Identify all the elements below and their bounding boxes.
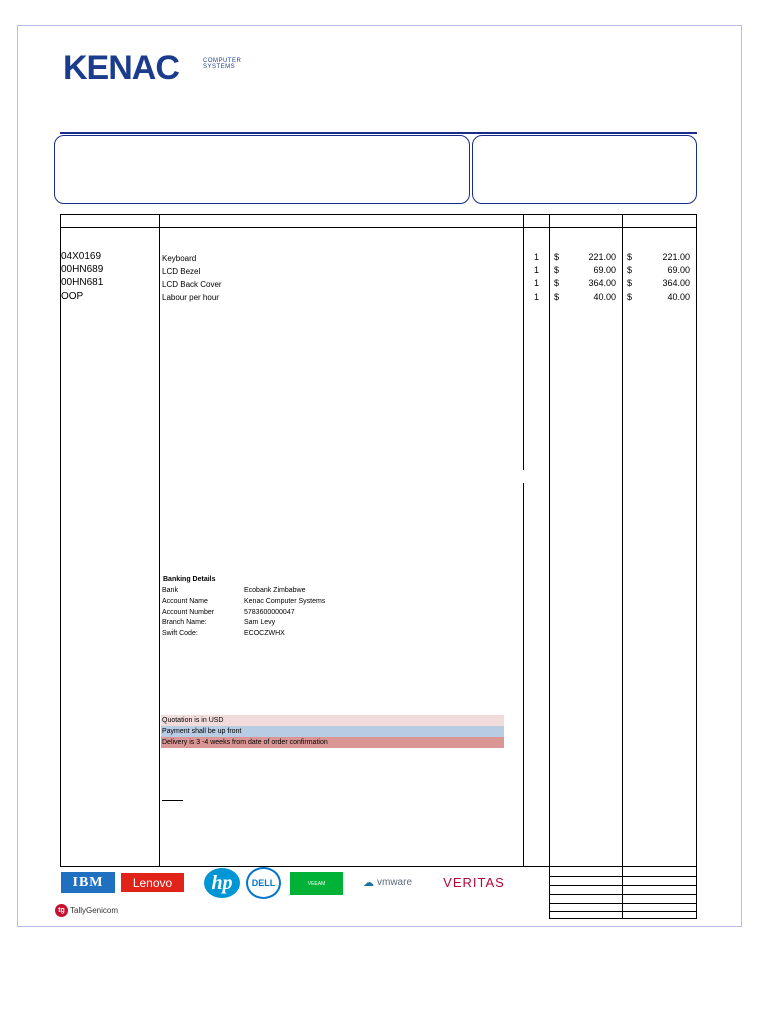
totals-rule-3 [549,894,697,895]
item-unit-currency: $ [554,265,560,275]
company-logo [63,50,253,86]
quote-info-box [472,135,697,204]
ibm-logo: IBM [61,872,115,893]
tallygenicom-logo: tg TallyGenicom [55,902,135,918]
swift-code-label: Swift Code: [162,630,198,637]
banking-details-title: Banking Details [163,576,216,583]
item-qty: 1 [533,292,539,302]
item-unit-price: 69.00 [593,265,616,275]
totals-rule-4 [549,903,697,904]
dell-logo: DELL [246,867,281,899]
note-currency: Quotation is in USD [161,715,504,726]
account-number-label: Account Number [162,609,215,616]
item-total: 221.00 [662,252,690,262]
note-delivery: Delivery is 3 -4 weeks from date of order confirmation [161,737,504,748]
item-description: LCD Back Cover [162,280,222,289]
item-code: 00HN681 [61,277,104,288]
item-unit-currency: $ [554,292,560,302]
swift-code-value: ECOCZWHX [244,630,285,637]
hp-logo: hp [204,868,240,898]
item-total: 364.00 [662,278,690,288]
item-total: 69.00 [667,265,690,275]
account-name-label: Account Name [162,598,208,605]
company-tagline: COMPUTER SYSTEMS [203,58,242,70]
item-total-currency: $ [627,292,633,302]
header-rule [60,132,697,134]
branch-name-value: Sam Levy [244,619,276,626]
item-code: 00HN689 [61,264,104,275]
bank-label: Bank [162,587,178,594]
account-number-value: 5783600000047 [244,609,295,616]
totals-rule-6 [549,918,697,919]
col-divider-price [549,214,550,918]
veeam-logo: VEEAM [290,872,343,895]
col-divider-qty-lower [523,483,524,867]
item-total: 40.00 [667,292,690,302]
item-description: LCD Bezel [162,267,201,276]
account-name-value: Kenac Computer Systems [244,598,326,605]
col-divider-code [159,214,160,867]
note-payment: Payment shall be up front [161,726,504,737]
item-qty: 1 [533,265,539,275]
item-code: 04X0169 [61,251,102,262]
item-unit-currency: $ [554,278,560,288]
item-unit-price: 364.00 [588,278,616,288]
item-code: OOP [61,291,84,302]
item-qty: 1 [533,252,539,262]
table-header-rule [60,227,697,228]
lenovo-logo: Lenovo [121,873,184,892]
item-unit-currency: $ [554,252,560,262]
item-description: Keyboard [162,254,197,263]
col-divider-total [622,214,623,918]
veritas-logo: VERITAS [443,874,505,890]
customer-info-box [54,135,470,204]
tallygenicom-icon: tg [55,904,68,917]
item-description: Labour per hour [162,293,219,302]
totals-rule-1 [549,876,697,877]
bank-value: Ecobank Zimbabwe [244,587,306,594]
totals-rule-5 [549,911,697,912]
item-unit-price: 40.00 [593,292,616,302]
company-name: KENAC [63,49,179,87]
item-total-currency: $ [627,278,633,288]
table-right-edge [696,214,697,918]
vmware-logo: ☁ vmware [363,876,413,889]
quotation-table [60,214,697,867]
totals-rule-2 [549,885,697,886]
item-unit-price: 221.00 [588,252,616,262]
item-total-currency: $ [627,265,633,275]
item-qty: 1 [533,278,539,288]
signature-line [162,800,183,801]
item-total-currency: $ [627,252,633,262]
branch-name-label: Branch Name: [162,619,207,626]
vmware-cloud-icon: ☁ [363,876,374,889]
